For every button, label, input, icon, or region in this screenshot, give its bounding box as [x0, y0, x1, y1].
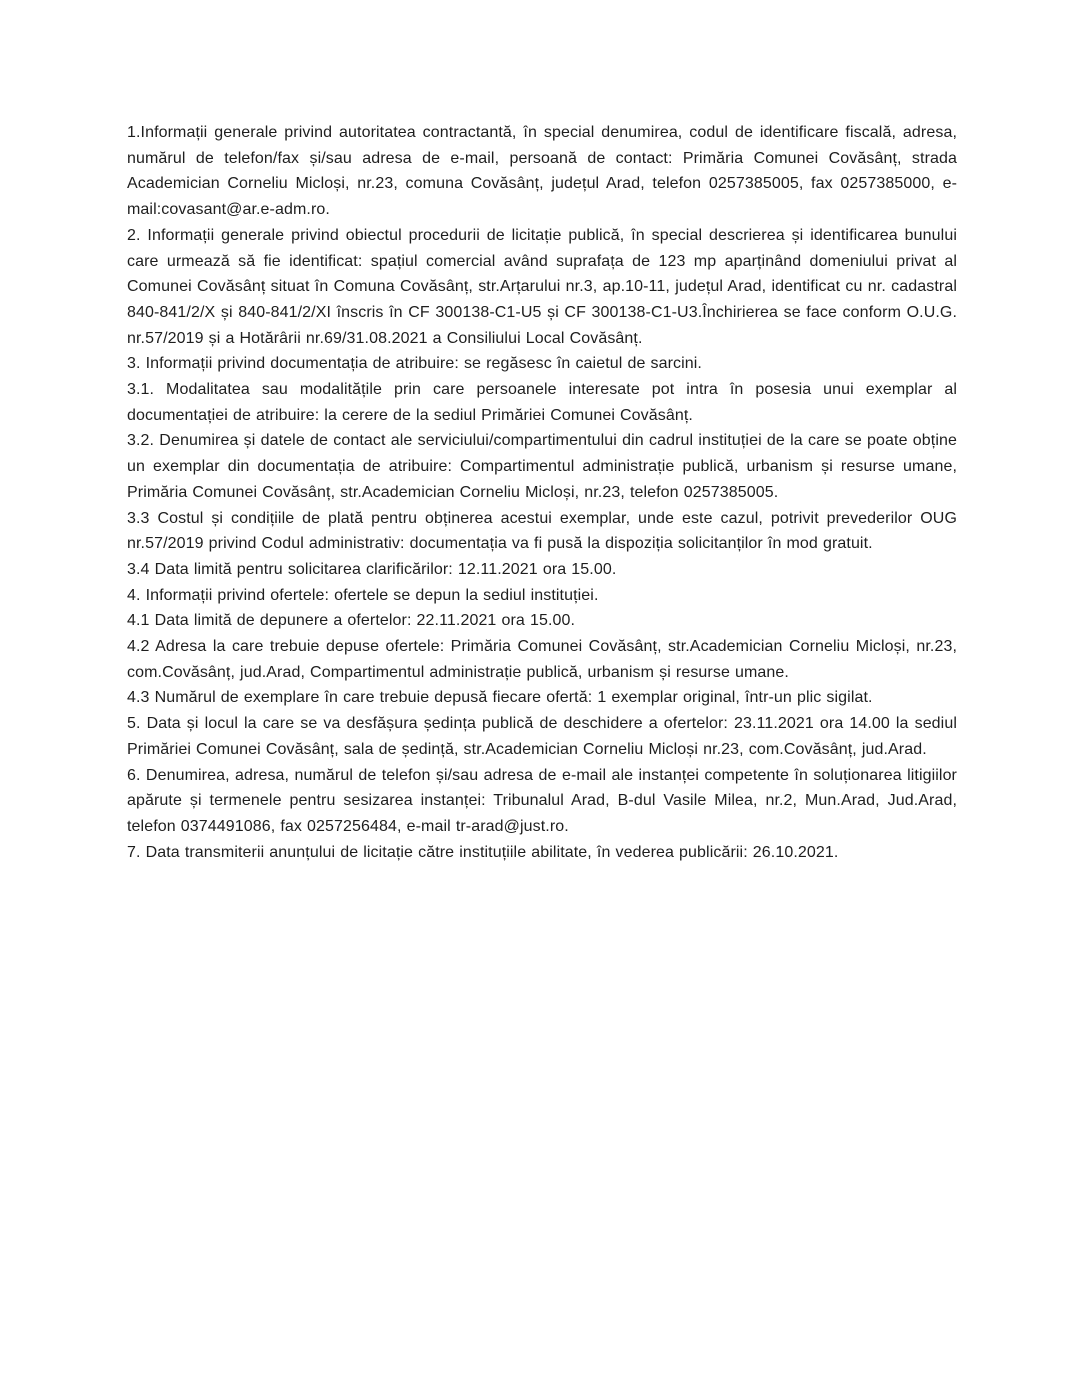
paragraph-7-data-transmiterii: 7. Data transmiterii anunțului de licitație către instituțiile abilitate, în vederea publicării: 26.10.2021. — [127, 843, 839, 861]
paragraph-3-3-costul: 3.3 Costul și condițiile de plată pentru obținerea acestui exemplar, unde este cazul, potrivit prevederilor OUG nr.57/2019 privind Codul administrativ: documentația va fi pusă la dispoziția solicitanților în mod gratuit. — [127, 509, 957, 553]
paragraph-3-4-data-limita-clarificari: 3.4 Data limită pentru solicitarea clarificărilor: 12.11.2021 ora 15.00. — [127, 560, 617, 578]
paragraph-6-instanta-competenta: 6. Denumirea, adresa, numărul de telefon și/sau adresa de e-mail ale instanței competente în soluționarea litigiilor apărute și termenele pentru sesizarea instanței: Tribunalul Arad, B-dul Vasile Milea, nr.2, Mun.Arad, Jud.Arad, telefon 0374491086, fax 0257256484, e-mail tr-arad@just.ro. — [127, 766, 957, 835]
paragraph-4-3-numar-exemplare: 4.3 Numărul de exemplare în care trebuie depusă fiecare ofertă: 1 exemplar original, într-un plic sigilat. — [127, 689, 873, 707]
paragraph-3-2-date-contact: 3.2. Denumirea și datele de contact ale serviciului/compartimentului din cadrul instituției de la care se poate obține un exemplar din documentația de atribuire: Compartimentul administrație publică, urbanism și resurse umane, Primăria Comunei Covăsânț, str.Academician Corneliu Micloși, nr.23, telefon 0257385005. — [127, 432, 957, 501]
paragraph-4-2-adresa-oferte: 4.2 Adresa la care trebuie depuse ofertele: Primăria Comunei Covăsânț, str.Academician Corneliu Micloși, nr.23, com.Covăsânț, jud.Arad, Compartimentul administrație publică, urbanism și resurse umane. — [127, 638, 957, 681]
paragraph-1-autoritate-contractanta: 1.Informații generale privind autoritatea contractantă, în special denumirea, codul de identificare fiscală, adresa, numărul de telefon/fax și/sau adresa de e-mail, persoană de contact: Primăria Comunei Covăsânț, strada Academician Corneliu Micloși, nr.23, comuna Covăsânț, județul Arad, telefon 0257385005, fax 0257385000, e-mail:covasant@ar.e-adm.ro. — [127, 124, 957, 219]
paragraph-2-obiectul-procedurii: 2. Informații generale privind obiectul procedurii de licitație publică, în special descrierea și identificarea bunului care urmează să fie identificat: spațiul comercial având suprafața de 123 mp aparținând domeniului privat al Comunei Covăsânț situat în Comuna Covăsânț, str.Arțarului nr.3, ap.10-11, județul Arad, identificat cu nr. cadastral 840-841/2/X și 840-841/2/XI înscris în CF 300138-C1-U5 și CF 300138-C1-U3.Închirierea se face conform O.U.G. nr.57/2019 și a Hotărârii nr.69/31.08.2021 a Consiliului Local Covăsânț. — [127, 226, 957, 347]
paragraph-3-documentatia-atribuire: 3. Informații privind documentația de atribuire: se regăsesc în caietul de sarcini. — [127, 355, 702, 373]
paragraph-4-informatii-oferte: 4. Informații privind ofertele: ofertele se depun la sediul instituției. — [127, 586, 599, 604]
paragraph-3-1-modalitatea: 3.1. Modalitatea sau modalitățile prin care persoanele interesate pot intra în posesia unui exemplar al documentației de atribuire: la cerere de la sediul Primăriei Comunei Covăsânț. — [127, 381, 957, 424]
paragraph-4-1-data-limita-depunere: 4.1 Data limită de depunere a ofertelor: 22.11.2021 ora 15.00. — [127, 612, 576, 630]
paragraph-5-sedinta-deschidere: 5. Data și locul la care se va desfășura ședința publică de deschidere a ofertelor: 23.11.2021 ora 14.00 la sediul Primăriei Comunei Covăsânț, sala de ședință, str.Academician Corneliu Micloși nr.23, com.Covăsânț, jud.Arad. — [127, 715, 957, 758]
document-page — [127, 120, 957, 865]
